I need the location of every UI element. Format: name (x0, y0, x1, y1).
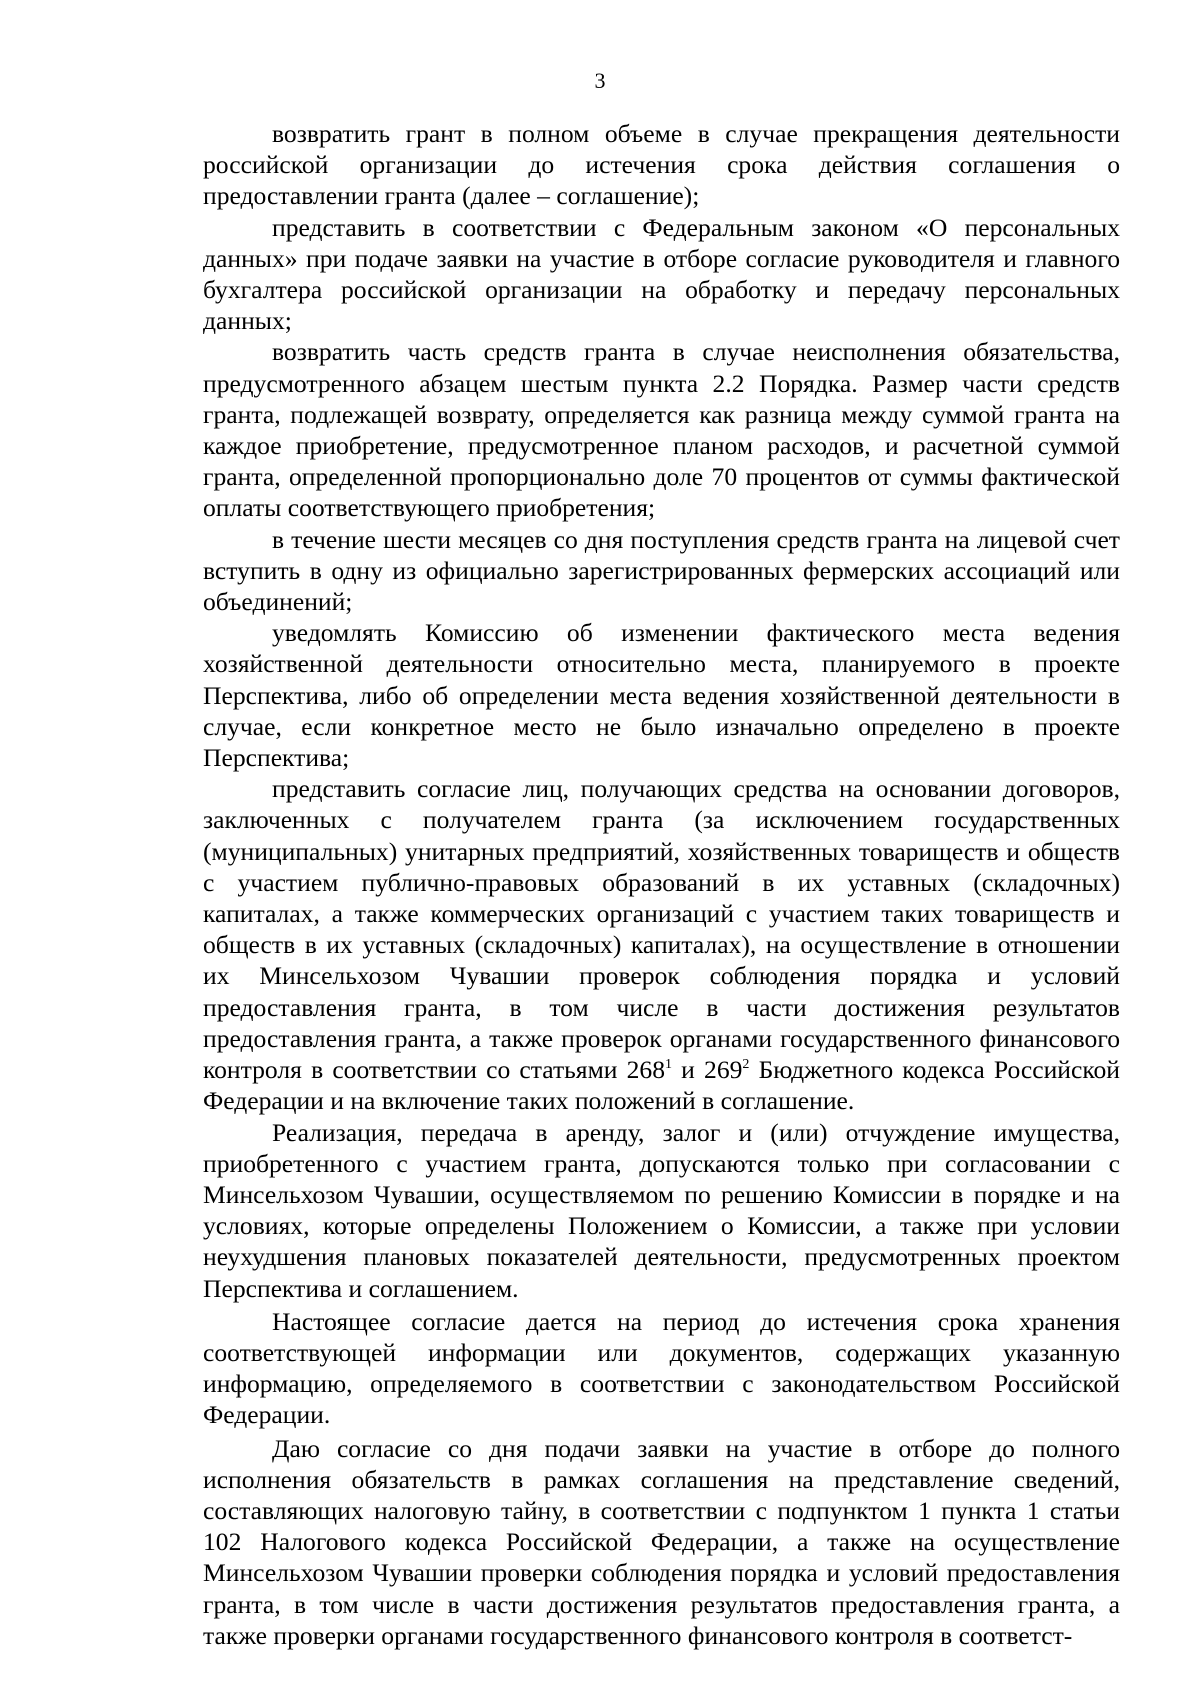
paragraph-tax-secret-consent: Даю согласие со дня подачи заявки на участие в отборе до полного исполнения обязательств в рамках соглашения на представление сведений, составляющих налоговую тайну, в соответствии с подпунктом 1 пункта 1 статьи 102 Налогового кодекса Российской Федерации, а также на осуществление Минсельхозом Чувашии проверки соблюдения порядка и условий предоставления гранта, в том числе в части достижения результатов предоставления гранта, а также проверки органами государственного финансового контроля в соответст- (203, 1433, 1120, 1650)
paragraph-notify-commission: уведомлять Комиссию об изменении фактического места ведения хозяйственной деятельности относительно места, планируемого в проекте Перспектива, либо об определении места ведения хозяйственной деятельности в случае, если конкретное место не было изначально определено в проекте Перспектива; (203, 618, 1120, 773)
paragraph-consent-inspections (203, 773, 1120, 1116)
consent-text-part-3: Бюджетного кодекса Российской Федерации и на включение таких положений в соглашение. (203, 1055, 1120, 1116)
paragraph-farmer-association: в течение шести месяцев со дня поступления средств гранта на лицевой счет вступить в одну из официально зарегистрированных фермерских ассоциаций или объединений; (203, 524, 1120, 617)
paragraph-personal-data: представить в соответствии с Федеральным законом «О персональных данных» при подаче заявки на участие в отборе согласие руководителя и главного бухгалтера российской организации на обработку и передачу персональных данных; (203, 212, 1120, 336)
paragraph-return-part: возвратить часть средств гранта в случае неисполнения обязательства, предусмотренного абзацем шестым пункта 2.2 Порядка. Размер части средств гранта, подлежащей возврату, определяется как разница между суммой гранта на каждое приобретение, предусмотренное планом расходов, и расчетной суммой гранта, определенной пропорционально доле 70 процентов от суммы фактической оплаты соответствующего приобретения; (203, 337, 1120, 523)
page-number: 3 (594, 68, 606, 93)
superscript-2: 2 (742, 1057, 750, 1073)
paragraph-return-grant: возвратить грант в полном объеме в случае прекращения деятельности российской организации до истечения срока действия соглашения о предоставлении гранта (далее – соглашение); (203, 119, 1120, 211)
paragraph-consent-period: Настоящее согласие дается на период до истечения срока хранения соответствующей информации или документов, содержащих указанную информацию, определяемого в соответствии с законодательством Российской Федерации. (203, 1306, 1120, 1430)
consent-text-part-1: представить согласие лиц, получающих средства на основании договоров, заключенных с получателем гранта (за исключением государственных (муниципальных) унитарных предприятий, хозяйственных товариществ и обществ с участием публично-правовых образований в их уставных (складочных) капиталах, а также коммерческих организаций с участием таких товариществ и обществ в их уставных (складочных) капиталах), на осуществление в отношении их Минсельхозом Чувашии проверок соблюдения порядка и условий предоставления гранта, в том числе в части достижения результатов предоставления гранта, а также проверок органами государственного финансового контроля в соответствии со статьями 268 (203, 774, 1120, 1085)
consent-text-part-2: и 269 (672, 1055, 743, 1085)
paragraph-property-disposal: Реализация, передача в аренду, залог и (или) отчуждение имущества, приобретенного с участием гранта, допускаются только при согласовании с Минсельхозом Чувашии, осуществляемом по решению Комиссии в порядке и на условиях, которые определены Положением о Комиссии, а также при условии неухудшения плановых показателей деятельности, предусмотренных проектом Перспектива и соглашением. (203, 1117, 1120, 1303)
superscript-1: 1 (665, 1057, 673, 1073)
document-body (203, 118, 1120, 1651)
